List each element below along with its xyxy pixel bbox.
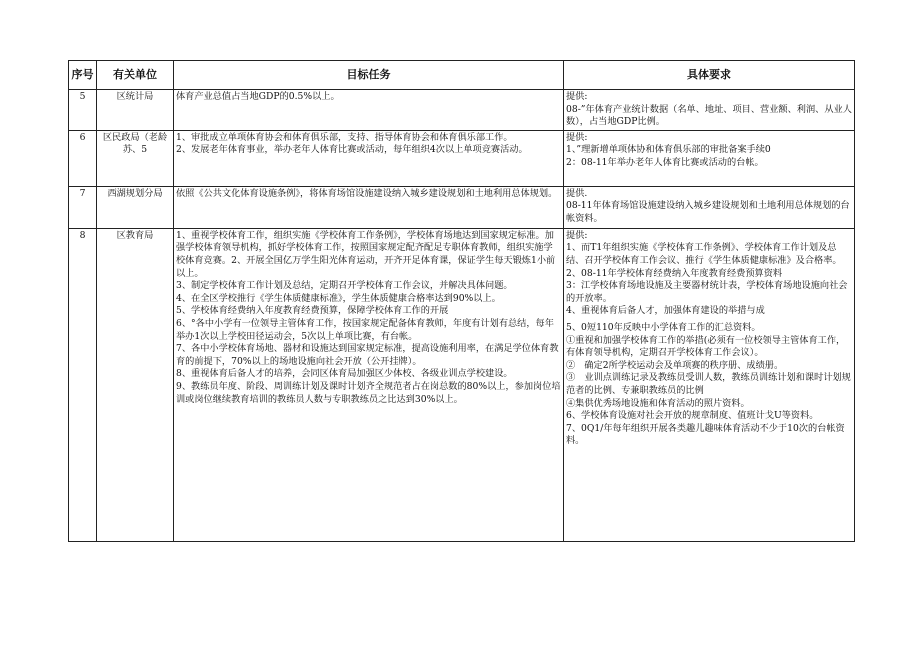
task-line: 8、重视体育后备人才的培养，会同区体育局加强区少体校、各级业训点学校建设。 <box>176 368 513 380</box>
row-task <box>174 130 564 186</box>
row-requirement <box>564 90 855 131</box>
req-line: 提供: <box>566 229 588 241</box>
table-row <box>69 130 855 186</box>
table-row <box>69 186 855 228</box>
row-unit: 西湖规划分局 <box>97 186 174 228</box>
table-row <box>69 90 855 131</box>
req-line: 1、而T1年组织实施《学校体育工作条例》、学校体育工作计划及总结、召开学校体育工作会议、推行《学生体质健康标准》及合格率。 <box>566 242 842 266</box>
row-unit: 区统计局 <box>97 90 174 131</box>
req-line: 3：江学校体育场地设施及主要器材统计表，学校体育场地设施向社会的开放率。 <box>566 280 848 304</box>
req-line: 提供. <box>566 187 588 199</box>
req-line: 08-11年体育场馆设施建设纳入城乡建设规划和土地利用总体规划的台帐资料。 <box>566 200 850 224</box>
row-unit: 区教育局 <box>97 228 174 541</box>
req-line: 提供: <box>566 131 588 143</box>
req-line: 7、0Q1/年每年组织开展各类趣儿趣味体育活动不少于10次的台帐资料。 <box>566 422 845 447</box>
row-number: 5 <box>69 90 97 131</box>
task-line: 1、审批成立单项体育协会和体育俱乐部，支持、指导体育协会和体育俱乐部工作。 <box>176 131 513 143</box>
task-line: 5、学校体育经费纳入年度教育经费预算，保障学校体育工作的开展 <box>176 305 449 317</box>
header-unit: 有关单位 <box>97 61 174 90</box>
table-row <box>69 228 855 541</box>
row-number: 7 <box>69 186 97 228</box>
task-line: 6、°各中小学有一位领导主管体育工作，按国家规定配备体育教师，年度有计划有总结，每年举办1次以上学校田径运动会，5次以上单项比赛，有台帐。 <box>176 317 554 342</box>
row-task <box>174 186 564 228</box>
task-line: 体育产业总值占当地GDP的0.5%以上。 <box>176 91 340 102</box>
task-line: 1、重视学校体育工作，组织实施《学校体育工作条例》，学校体育场地达到国家规定标准。加强学校体育领导机构，抓好学校体育工作，按照国家规定配齐配足专职体育教师，组织实施学校体育竞赛。2、开展全国亿万学生阳光体育运动，开齐开足体育课，保证学生每天锻炼1小前以上。 <box>176 229 556 279</box>
req-line: ①重视和加强学校体育工作的举措(必须有一位校领导主管体育工作，有体育领导机构，定期召开学校体育工作会议）。 <box>566 334 846 359</box>
task-line: 2、发展老年体育事业，举办老年人体育比赛或活动，每年组织4次以上单项竞赛活动。 <box>176 144 528 156</box>
req-line: 6、学校体育设施对社会开放的规章制度、值班计戈U等资料。 <box>566 410 819 422</box>
task-line: 依照《公共文化体育设施条例》，将体育场馆设施建设纳入城乡建设规划和土地利用总体规划。 <box>176 187 558 199</box>
header-requirement: 具体要求 <box>564 61 855 90</box>
req-line: 2：08-11年举办老年人体育比赛或活动的台帐。 <box>566 156 764 168</box>
req-line: ④集供优秀场地设施和体育活动的照片资料。 <box>566 397 750 409</box>
req-line: 5、0短110年反映中小学体育工作的汇总资料。 <box>566 321 761 333</box>
row-task <box>174 90 564 131</box>
req-line: 提供: <box>566 91 588 102</box>
row-requirement <box>564 130 855 186</box>
row-requirement <box>564 228 855 541</box>
header-task: 目标任务 <box>174 61 564 90</box>
header-seq: 序号 <box>69 61 97 90</box>
task-line: 7、各中小学校体育场地、器材和设施达到国家规定标准，提高设施利用率，在满足学位体育教育的前提下，70%以上的场地设施向社会开放（公开挂牌）。 <box>176 343 559 367</box>
header-row <box>69 61 855 90</box>
row-requirement <box>564 186 855 228</box>
target-task-table <box>68 60 855 542</box>
req-line: 2、08-11年学校体育经费纳入年度教育经费预算资料 <box>566 267 783 279</box>
row-number: 6 <box>69 130 97 186</box>
req-line: 1、”理新增单项体协和体育俱乐部的审批备案手续0 <box>566 144 771 156</box>
req-line: 4、重视体育后备人才，加强体育建设的举措与成 <box>566 305 765 317</box>
req-line: ③ 业训点训练记录及教练员受训人数，教练员训练计划和课时计划规范者的比例、专兼职教练员的比例 <box>566 372 851 396</box>
req-line: 08-”年体育产业统计数据（名单、地址、项目、营业额、利润、从业人数），占当地GDP比例。 <box>566 103 852 128</box>
task-line: 3、制定学校体育工作计划及总结，定期召开学校体育工作会议，并解决具体问题。 <box>176 280 513 292</box>
row-unit: 区民政局（老龄苏、5 <box>97 130 174 186</box>
req-line: ② 确定2所学校运动会及单项赛的秩序册、成绩册。 <box>566 359 784 371</box>
task-line: 4、在全区学校推行《学生体质健康标准》，学生体质健康合格率达到90%以上。 <box>176 292 501 304</box>
task-line: 9、教练员年度、阶段、周训练计划及课时计划齐全规范者占在岗总数的80%以上，参加岗位培训或岗位继续教育培训的教练员人数与专职教练员之比达到30%以上。 <box>176 380 561 405</box>
row-task <box>174 228 564 541</box>
row-number: 8 <box>69 228 97 541</box>
